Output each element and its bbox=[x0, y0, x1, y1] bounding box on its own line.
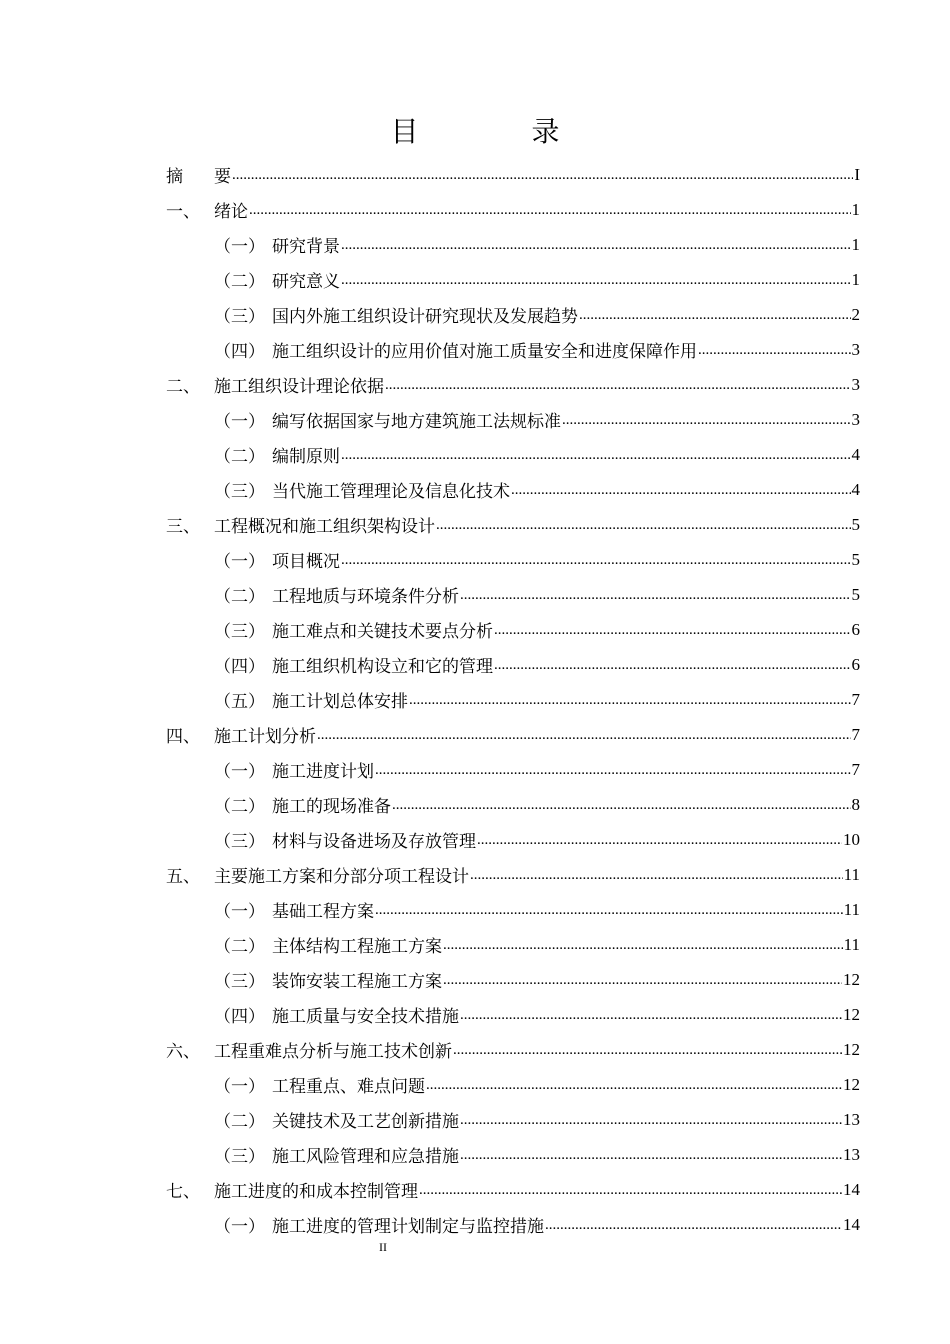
toc-entry-page: 3 bbox=[851, 374, 860, 394]
toc-entry-page: 11 bbox=[843, 899, 860, 919]
toc-dot-leader bbox=[385, 375, 851, 395]
page-footer-number: II bbox=[379, 1240, 387, 1254]
toc-entry-label: 编写依据国家与地方建筑施工法规标准 bbox=[272, 412, 561, 432]
toc-entry[interactable] bbox=[166, 472, 860, 507]
toc-entry-label: 主要施工方案和分部分项工程设计 bbox=[214, 867, 469, 887]
toc-dot-leader bbox=[443, 970, 842, 990]
toc-entry-label: 绪论 bbox=[214, 202, 248, 222]
toc-entry-page: 4 bbox=[851, 479, 860, 499]
toc-entry-label: 关键技术及工艺创新措施 bbox=[272, 1112, 459, 1132]
toc-entry-label: 当代施工管理理论及信息化技术 bbox=[272, 482, 510, 502]
toc-entry[interactable] bbox=[166, 752, 860, 787]
toc-entry[interactable] bbox=[166, 1067, 860, 1102]
toc-entry-label: 装饰安装工程施工方案 bbox=[272, 972, 442, 992]
toc-entry-label: 施工难点和关键技术要点分析 bbox=[272, 622, 493, 642]
toc-entry-number: （三） bbox=[214, 307, 265, 327]
table-of-contents bbox=[166, 157, 860, 1242]
toc-entry-label: 主体结构工程施工方案 bbox=[272, 937, 442, 957]
toc-entry-label: 施工组织机构设立和它的管理 bbox=[272, 657, 493, 677]
toc-dot-leader bbox=[470, 865, 843, 885]
toc-entry-number: （一） bbox=[214, 1217, 265, 1237]
toc-entry-number: （二） bbox=[214, 272, 265, 292]
toc-entry-label: 施工的现场准备 bbox=[272, 797, 391, 817]
toc-dot-leader bbox=[477, 830, 842, 850]
toc-entry-number: 四、 bbox=[166, 727, 200, 747]
toc-entry-number: （四） bbox=[214, 342, 265, 362]
toc-entry-page: 12 bbox=[843, 1004, 860, 1024]
toc-entry-label: 编制原则 bbox=[272, 447, 340, 467]
toc-entry-number: 摘 bbox=[166, 167, 183, 187]
toc-entry-page: 2 bbox=[851, 304, 860, 324]
toc-entry-page: 8 bbox=[851, 794, 860, 814]
toc-entry-number: （五） bbox=[214, 692, 265, 712]
toc-dot-leader bbox=[375, 760, 851, 780]
toc-dot-leader bbox=[460, 1110, 842, 1130]
toc-entry-page: 14 bbox=[843, 1214, 860, 1234]
toc-entry[interactable] bbox=[166, 577, 860, 612]
toc-entry-label: 施工进度计划 bbox=[272, 762, 374, 782]
toc-entry-label: 施工组织设计的应用价值对施工质量安全和进度保障作用 bbox=[272, 342, 697, 362]
toc-entry-page: 6 bbox=[851, 654, 860, 674]
toc-entry-number: （四） bbox=[214, 657, 265, 677]
toc-entry-number: （三） bbox=[214, 972, 265, 992]
toc-entry[interactable] bbox=[166, 227, 860, 262]
toc-entry-label: 施工风险管理和应急措施 bbox=[272, 1147, 459, 1167]
toc-entry-page: 1 bbox=[851, 234, 860, 254]
toc-dot-leader bbox=[249, 200, 851, 220]
toc-dot-leader bbox=[341, 445, 851, 465]
toc-entry-label: 工程重难点分析与施工技术创新 bbox=[214, 1042, 452, 1062]
toc-entry-number: （三） bbox=[214, 1147, 265, 1167]
toc-entry[interactable] bbox=[166, 402, 860, 437]
toc-dot-leader bbox=[460, 1005, 842, 1025]
toc-entry[interactable] bbox=[166, 437, 860, 472]
toc-dot-leader bbox=[341, 235, 851, 255]
toc-entry-number: （二） bbox=[214, 587, 265, 607]
toc-entry-label: 工程概况和施工组织架构设计 bbox=[214, 517, 435, 537]
toc-entry-page: 1 bbox=[851, 269, 860, 289]
toc-dot-leader bbox=[341, 550, 851, 570]
toc-entry-page: 7 bbox=[851, 724, 860, 744]
toc-entry-label: 施工进度的和成本控制管理 bbox=[214, 1182, 418, 1202]
toc-entry[interactable] bbox=[166, 1172, 860, 1207]
toc-entry-page: 13 bbox=[843, 1144, 860, 1164]
toc-dot-leader bbox=[419, 1180, 842, 1200]
toc-entry-page: 1 bbox=[851, 199, 860, 219]
toc-entry-label: 施工组织设计理论依据 bbox=[214, 377, 384, 397]
toc-dot-leader bbox=[317, 725, 851, 745]
toc-entry-page: 5 bbox=[851, 549, 860, 569]
toc-entry[interactable] bbox=[166, 927, 860, 962]
toc-entry-page: I bbox=[854, 164, 860, 184]
toc-entry-number: （二） bbox=[214, 797, 265, 817]
toc-dot-leader bbox=[436, 515, 851, 535]
toc-entry-number: （一） bbox=[214, 412, 265, 432]
toc-entry[interactable] bbox=[166, 717, 860, 752]
toc-dot-leader bbox=[511, 480, 851, 500]
toc-entry-number: （四） bbox=[214, 1007, 265, 1027]
toc-entry-label: 研究意义 bbox=[272, 272, 340, 292]
toc-entry-number: 七、 bbox=[166, 1182, 200, 1202]
toc-dot-leader bbox=[409, 690, 851, 710]
toc-entry[interactable] bbox=[166, 297, 860, 332]
toc-entry[interactable] bbox=[166, 1137, 860, 1172]
toc-entry-page: 5 bbox=[851, 514, 860, 534]
toc-entry[interactable] bbox=[166, 997, 860, 1032]
toc-dot-leader bbox=[375, 900, 843, 920]
toc-entry-number: 三、 bbox=[166, 517, 200, 537]
toc-entry-page: 11 bbox=[843, 864, 860, 884]
toc-entry-label: 基础工程方案 bbox=[272, 902, 374, 922]
toc-entry-page: 14 bbox=[843, 1179, 860, 1199]
toc-dot-leader bbox=[562, 410, 851, 430]
toc-entry-number: （二） bbox=[214, 447, 265, 467]
toc-entry-label: 施工计划总体安排 bbox=[272, 692, 408, 712]
toc-entry-number: （二） bbox=[214, 1112, 265, 1132]
toc-entry-page: 5 bbox=[851, 584, 860, 604]
toc-entry-number: （一） bbox=[214, 237, 265, 257]
toc-dot-leader bbox=[579, 305, 851, 325]
toc-entry-number: （一） bbox=[214, 902, 265, 922]
toc-dot-leader bbox=[545, 1215, 842, 1235]
toc-dot-leader bbox=[494, 655, 851, 675]
toc-entry[interactable] bbox=[166, 612, 860, 647]
toc-entry[interactable] bbox=[166, 962, 860, 997]
toc-entry[interactable] bbox=[166, 367, 860, 402]
toc-entry-label: 材料与设备进场及存放管理 bbox=[272, 832, 476, 852]
toc-entry[interactable] bbox=[166, 647, 860, 682]
toc-entry[interactable] bbox=[166, 682, 860, 717]
toc-dot-leader bbox=[443, 935, 843, 955]
toc-entry-number: （一） bbox=[214, 762, 265, 782]
toc-entry[interactable] bbox=[166, 787, 860, 822]
toc-entry-number: （三） bbox=[214, 622, 265, 642]
toc-entry-page: 12 bbox=[843, 1074, 860, 1094]
toc-dot-leader bbox=[232, 165, 853, 185]
toc-entry-label: 国内外施工组织设计研究现状及发展趋势 bbox=[272, 307, 578, 327]
toc-entry[interactable] bbox=[166, 1207, 860, 1242]
toc-entry[interactable] bbox=[166, 1032, 860, 1067]
toc-entry-page: 7 bbox=[851, 689, 860, 709]
toc-entry[interactable] bbox=[166, 507, 860, 542]
toc-entry-page: 11 bbox=[843, 934, 860, 954]
toc-entry-page: 10 bbox=[843, 829, 860, 849]
toc-entry-number: （三） bbox=[214, 832, 265, 852]
toc-entry-label: 工程重点、难点问题 bbox=[272, 1077, 425, 1097]
toc-entry-number: （一） bbox=[214, 552, 265, 572]
toc-entry-number: 二、 bbox=[166, 377, 200, 397]
toc-entry-number: （二） bbox=[214, 937, 265, 957]
toc-entry[interactable] bbox=[166, 332, 860, 367]
toc-entry-page: 12 bbox=[843, 969, 860, 989]
toc-dot-leader bbox=[494, 620, 851, 640]
toc-entry-label: 施工进度的管理计划制定与监控措施 bbox=[272, 1217, 544, 1237]
toc-dot-leader bbox=[392, 795, 851, 815]
toc-entry[interactable] bbox=[166, 1102, 860, 1137]
toc-entry-label: 施工质量与安全技术措施 bbox=[272, 1007, 459, 1027]
toc-entry-label: 施工计划分析 bbox=[214, 727, 316, 747]
toc-entry-number: （三） bbox=[214, 482, 265, 502]
toc-entry[interactable] bbox=[166, 892, 860, 927]
toc-dot-leader bbox=[453, 1040, 842, 1060]
toc-entry-number: 六、 bbox=[166, 1042, 200, 1062]
toc-dot-leader bbox=[460, 585, 851, 605]
toc-entry[interactable] bbox=[166, 857, 860, 892]
toc-entry-page: 12 bbox=[843, 1039, 860, 1059]
toc-entry-label: 工程地质与环境条件分析 bbox=[272, 587, 459, 607]
toc-entry[interactable] bbox=[166, 157, 860, 192]
toc-entry-page: 4 bbox=[851, 444, 860, 464]
toc-entry[interactable] bbox=[166, 542, 860, 577]
toc-entry-page: 3 bbox=[851, 409, 860, 429]
toc-entry[interactable] bbox=[166, 262, 860, 297]
toc-entry-label: 项目概况 bbox=[272, 552, 340, 572]
toc-entry-number: 五、 bbox=[166, 867, 200, 887]
toc-entry-label: 研究背景 bbox=[272, 237, 340, 257]
toc-entry-page: 3 bbox=[851, 339, 860, 359]
toc-entry-page: 7 bbox=[851, 759, 860, 779]
toc-dot-leader bbox=[460, 1145, 842, 1165]
toc-dot-leader bbox=[698, 340, 851, 360]
toc-entry-number: 一、 bbox=[166, 202, 200, 222]
toc-dot-leader bbox=[341, 270, 851, 290]
toc-entry-number: （一） bbox=[214, 1077, 265, 1097]
toc-dot-leader bbox=[426, 1075, 842, 1095]
toc-title: 目 录 bbox=[390, 115, 612, 148]
toc-entry[interactable] bbox=[166, 192, 860, 227]
toc-entry-label: 要 bbox=[214, 167, 231, 187]
toc-entry-page: 6 bbox=[851, 619, 860, 639]
toc-entry[interactable] bbox=[166, 822, 860, 857]
toc-entry-page: 13 bbox=[843, 1109, 860, 1129]
